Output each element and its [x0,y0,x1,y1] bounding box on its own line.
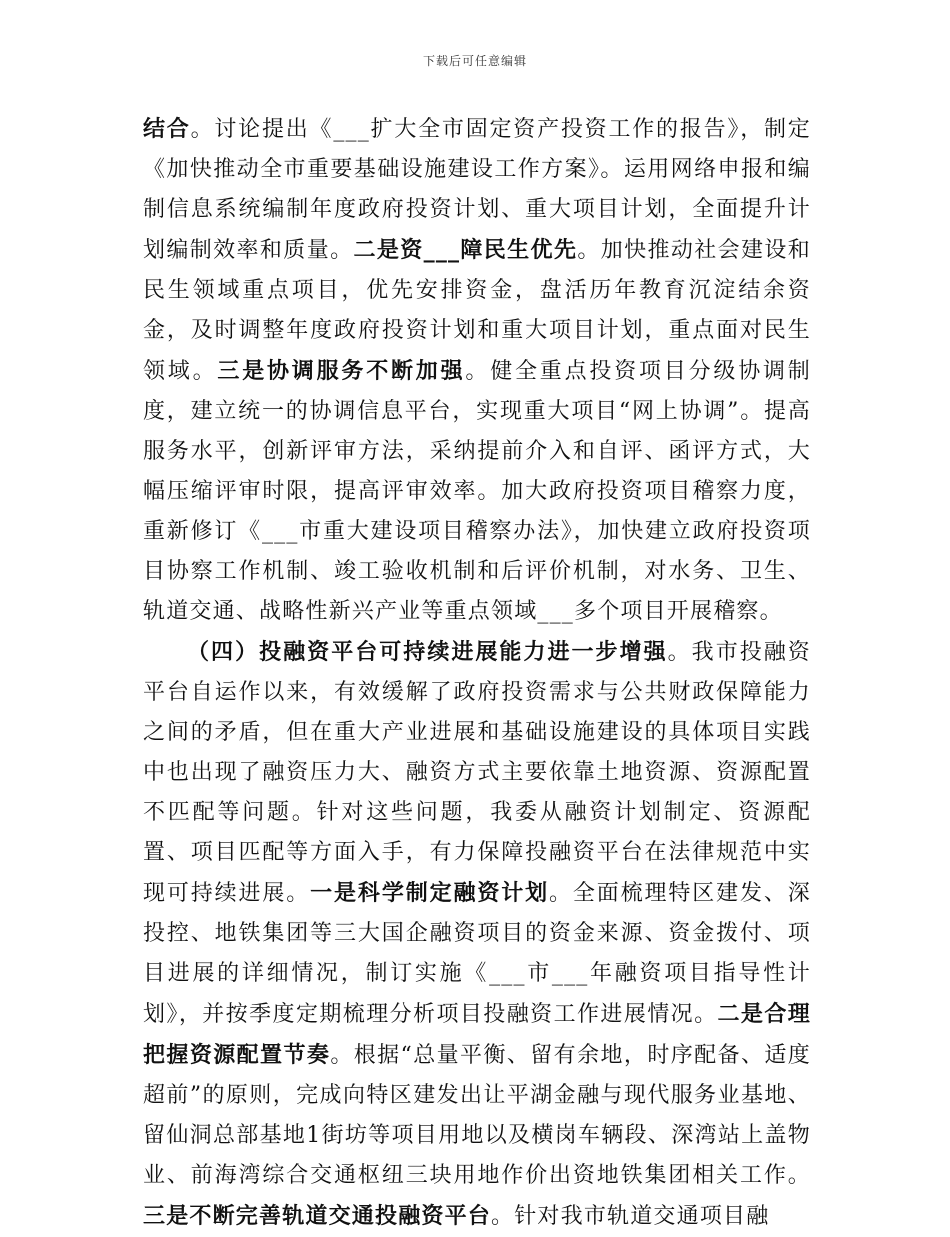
text-run: 结合 [143,116,191,142]
text-run: 二是合理把握资源配置节奏 [143,1001,811,1068]
text-run: 三是不断完善轨道交通投融资平台 [143,1203,492,1229]
page-header: 下载后可任意编辑 [422,54,527,68]
text-run: 。健全重点投资项目分级协调制度，建立统一的协调信息平台，实现重大项目“网上协调”。提高服务水平，创新评审方法，采纳提前介入和自评、函评方式，大幅压缩评审时限，提高评审效率。加大政府投资项目稽察力度，重新修订《___市重大建设项目稽察办法》，加快建立政府投资项目协察工作机制、竣工验收机制和后评价机制，对水务、卫生、轨道交通、战略性新兴产业等重点领域___多个项目开展稽察。 [143,359,811,624]
text-run: 。根据“总量平衡、留有余地，时序配备、适度超前”的原则，完成向特区建发出让平湖金融与现代服务业基地、留仙洞总部基地1街坊等项目用地以及横岗车辆段、深湾站上盖物业、前海湾综合交通枢纽三块用地作价出资地铁集团相关工作。 [143,1043,812,1188]
text-run: 。全面梳理特区建发、深投控、地铁集团等三大国企融资项目的资金来源、资金拨付、项目进展的详细情况，制订实施《___市___年融资项目指导性计划》，并按季度定期梳理分析项目投融资工作进展情况。 [143,881,811,1027]
text-run: 。针对我市轨道交通项目融 [491,1204,770,1229]
paragraph-2 [143,632,811,1237]
text-run: 二是资___障民生优先 [353,237,578,263]
text-run: （四）投融资平台可持续进展能力进一步增强 [187,639,668,665]
text-run: 。加快推动社会建设和民生领域重点项目，优先安排资金，盘活历年教育沉淀结余资金，及时调整年度政府投资计划和重大项目计划，重点面对民生领域。 [143,238,811,384]
text-run: 。我市投融资平台自运作以来，有效缓解了政府投资需求与公共财政保障能力之间的矛盾，但在重大产业进展和基础设施建设的具体项目实践中也出现了融资压力大、融资方式主要依靠土地资源、资源配置不匹配等问题。针对这些问题，我委从融资计划制定、资源配置、项目匹配等方面入手，有力保障投融资平台在法律规范中实现可持续进展。 [143,640,811,906]
paragraph-1 [143,109,811,632]
text-run: 三是协调服务不断加强 [217,358,466,384]
document-body [143,109,811,1237]
text-run: 。讨论提出《___扩大全市固定资产投资工作的报告》，制定《加快推动全市重要基础设施建设工作方案》。运用网络申报和编制信息系统编制年度政府投资计划、重大项目计划，全面提升计划编制效率和质量。 [143,117,811,263]
text-run: 一是科学制定融资计划 [310,880,549,906]
